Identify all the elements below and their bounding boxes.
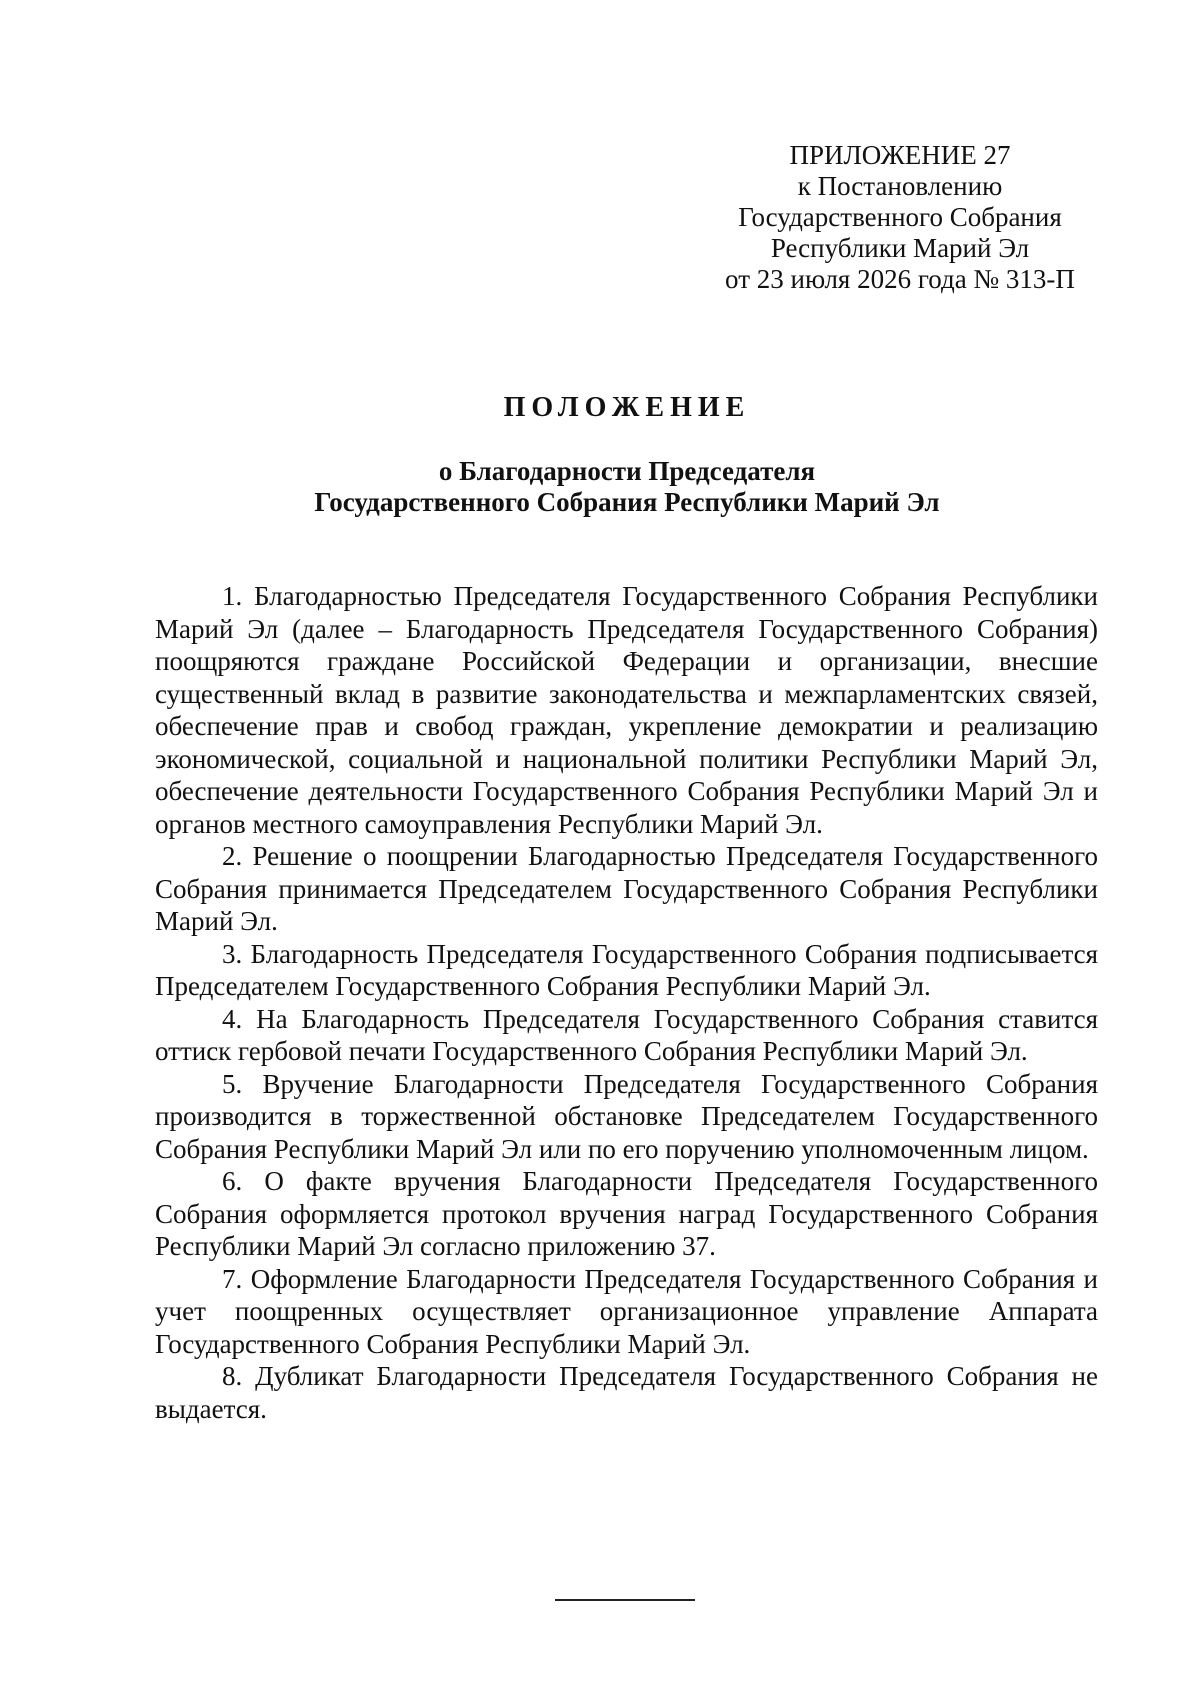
- end-of-document-line: [555, 1599, 695, 1601]
- appendix-authority: Государственного Собрания: [738, 202, 1062, 232]
- appendix-header: [700, 140, 1100, 295]
- paragraph-6: 6. О факте вручения Благодарности Председателя Государственного Собрания оформляется протокол вручения наград Государственного Собрания Республики Марий Эл согласно приложению 37.: [155, 1166, 1098, 1261]
- paragraph-3: 3. Благодарность Председателя Государственного Собрания подписывается Председателем Государственного Собрания Республики Марий Эл.: [155, 938, 1098, 1001]
- subtitle-line-1: о Благодарности Председателя: [438, 456, 816, 486]
- document-subtitle: [0, 456, 1200, 518]
- document-title: ПОЛОЖЕНИЕ: [503, 392, 751, 423]
- paragraph-8: 8. Дубликат Благодарности Председателя Государственного Собрания не выдается.: [155, 1361, 1098, 1424]
- subtitle-line-2: Государственного Собрания Республики Марий Эл: [314, 487, 940, 517]
- document-body: [155, 580, 1098, 1425]
- appendix-republic: Республики Марий Эл: [770, 233, 1030, 263]
- paragraph-2: 2. Решение о поощрении Благодарностью Председателя Государственного Собрания принимается Председателем Государственного Собрания Республики Марий Эл.: [155, 841, 1098, 936]
- paragraph-1: 1. Благодарностью Председателя Государственного Собрания Республики Марий Эл (далее – Благодарность Председателя Государственного Собрания) поощряются граждане Российской Федерации и организации, внесшие существенный вклад в развитие законодательства и межпарламентских связей, обеспечение прав и свобод граждан, укрепление демократии и реализацию экономической, социальной и национальной политики Республики Марий Эл, обеспечение деятельности Государственного Собрания Республики Марий Эл и органов местного самоуправления Республики Марий Эл.: [155, 581, 1098, 839]
- paragraph-5: 5. Вручение Благодарности Председателя Государственного Собрания производится в торжественной обстановке Председателем Государственного Собрания Республики Марий Эл или по его поручению уполномоченным лицом.: [155, 1068, 1098, 1164]
- paragraph-4: 4. На Благодарность Председателя Государственного Собрания ставится оттиск гербовой печати Государственного Собрания Республики Марий Эл.: [155, 1003, 1098, 1066]
- paragraph-7: 7. Оформление Благодарности Председателя Государственного Собрания и учет поощренных осуществляет организационное управление Аппарата Государственного Собрания Республики Марий Эл.: [155, 1263, 1098, 1359]
- appendix-number: ПРИЛОЖЕНИЕ 27: [789, 140, 1011, 170]
- appendix-date-number: от 23 июля 2026 года № 313-П: [725, 264, 1075, 294]
- appendix-reference: к Постановлению: [797, 171, 1003, 201]
